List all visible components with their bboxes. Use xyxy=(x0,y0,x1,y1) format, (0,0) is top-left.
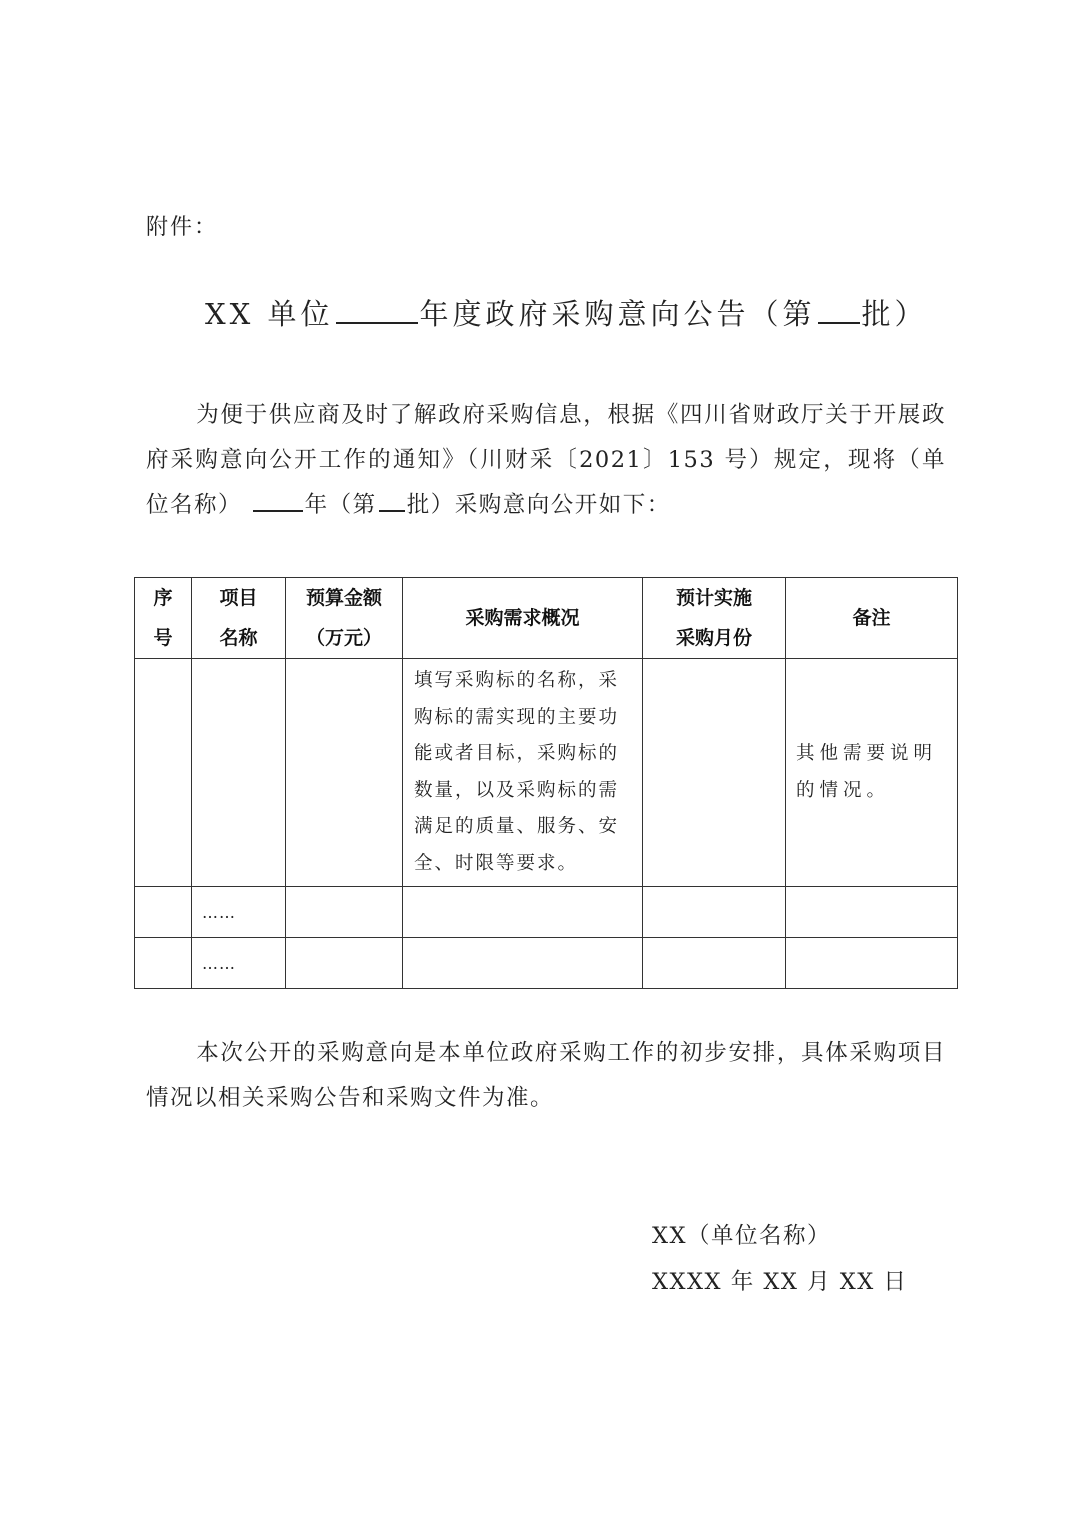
attachment-label: 附件： xyxy=(146,215,219,240)
intro-paragraph xyxy=(146,393,946,528)
cell-project-name xyxy=(192,659,286,887)
cell-budget xyxy=(286,659,403,887)
intro-text-2: 年（第 xyxy=(304,492,377,518)
title-middle: 年度政府采购意向公告（第 xyxy=(419,297,816,331)
title-year-blank xyxy=(336,296,418,324)
title-suffix: 批） xyxy=(861,297,928,331)
cell-budget xyxy=(286,938,403,989)
cell-requirement xyxy=(403,887,643,938)
closing-text: 本次公开的采购意向是本单位政府采购工作的初步安排，具体采购项目情况以相关采购公告和采购文件为准。 xyxy=(146,1040,946,1111)
signature-date: XXXX 年 XX 月 XX 日 xyxy=(652,1269,908,1295)
signature-unit: XX（单位名称） xyxy=(652,1223,832,1249)
intro-batch-blank xyxy=(379,490,405,512)
cell-requirement: 填写采购标的名称，采购标的需实现的主要功能或者目标，采购标的数量，以及采购标的需满足的质量、服务、安全、时限等要求。 xyxy=(403,659,643,887)
title-prefix: XX 单位 xyxy=(205,297,334,331)
cell-project-name: …… xyxy=(192,938,286,989)
cell-requirement xyxy=(403,938,643,989)
table-row xyxy=(135,938,958,989)
cell-remark xyxy=(786,938,958,989)
table-row xyxy=(135,659,958,887)
cell-seq xyxy=(135,659,192,887)
cell-remark xyxy=(786,887,958,938)
page-title xyxy=(205,292,928,333)
header-requirement: 采购需求概况 xyxy=(403,578,643,659)
header-budget: 预算金额 （万元） xyxy=(286,578,403,659)
table-header-row xyxy=(135,578,958,659)
cell-project-name: …… xyxy=(192,887,286,938)
header-project-name: 项目 名称 xyxy=(192,578,286,659)
header-seq: 序 号 xyxy=(135,578,192,659)
intro-text-3: 批）采购意向公开如下： xyxy=(406,492,671,518)
cell-seq xyxy=(135,887,192,938)
title-batch-blank xyxy=(818,296,860,324)
intro-year-blank xyxy=(253,490,303,512)
cell-month xyxy=(643,659,786,887)
cell-seq xyxy=(135,938,192,989)
header-remark: 备注 xyxy=(786,578,958,659)
closing-paragraph xyxy=(146,1031,946,1121)
cell-budget xyxy=(286,887,403,938)
header-month: 预计实施 采购月份 xyxy=(643,578,786,659)
cell-month xyxy=(643,887,786,938)
procurement-table xyxy=(134,577,958,989)
cell-remark: 其他需要说明的情况。 xyxy=(786,659,958,887)
cell-month xyxy=(643,938,786,989)
table-row xyxy=(135,887,958,938)
intro-text-1: 为便于供应商及时了解政府采购信息，根据《四川省财政厅关于开展政府采购意向公开工作的通知》（川财采〔2021〕153 号）规定，现将（单位名称） xyxy=(146,402,946,518)
